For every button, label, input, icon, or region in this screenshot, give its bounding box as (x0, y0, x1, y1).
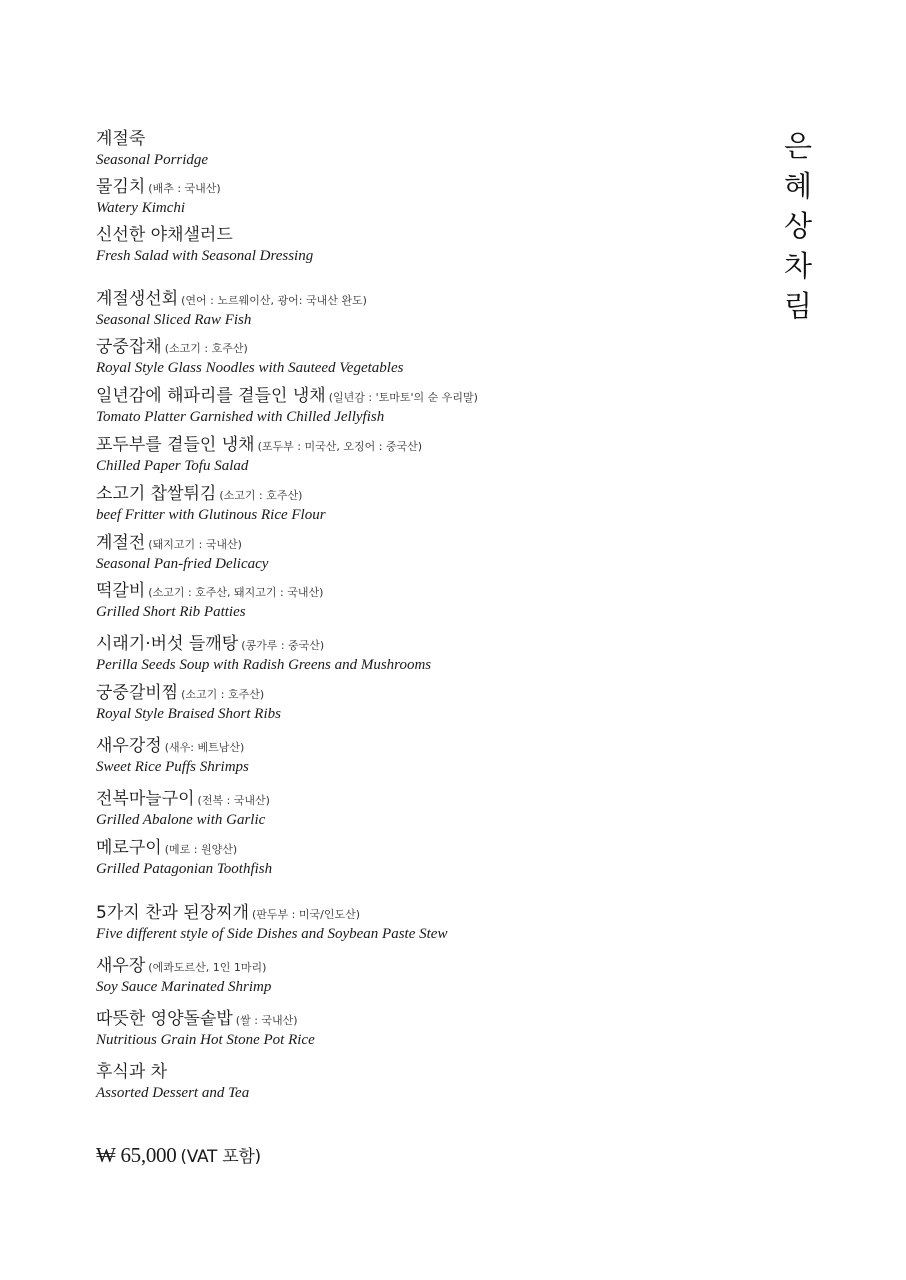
menu-item-english-name: Royal Style Glass Noodles with Sauteed Vegetables (96, 360, 404, 376)
menu-item (96, 1061, 736, 1103)
menu-item-korean-line (96, 176, 736, 198)
menu-item-english-name: Soy Sauce Marinated Shrimp (96, 979, 272, 995)
menu-item-korean-line (96, 788, 736, 810)
menu-item-origin-note: (에콰도르산, 1인 1마리) (148, 961, 267, 974)
menu-item-english-name: Watery Kimchi (96, 200, 186, 216)
menu-item-origin-note: (연어 : 노르웨이산, 광어: 국내산 완도) (181, 294, 367, 307)
menu-item-korean-name: 계절전 (96, 533, 146, 553)
menu-item-origin-note: (메로 : 원양산) (164, 843, 238, 856)
menu-item-korean-line (96, 385, 736, 407)
menu-item-english-name: Seasonal Porridge (96, 152, 209, 168)
menu-item-korean-line (96, 837, 736, 859)
menu-item-english-name: Sweet Rice Puffs Shrimps (96, 759, 249, 775)
price (96, 1142, 261, 1168)
menu-item (96, 633, 736, 675)
menu-item-korean-name: 새우장 (96, 956, 146, 976)
menu-item-english-name: Grilled Abalone with Garlic (96, 812, 266, 828)
menu-item (96, 788, 736, 830)
menu-item-origin-note: (쌀 : 국내산) (235, 1014, 298, 1027)
menu-item-origin-note: (배추 : 국내산) (148, 182, 221, 195)
price-amount: ₩ 65,000 (96, 1143, 177, 1167)
menu-item (96, 288, 736, 330)
menu-item-korean-name: 5가지 찬과 된장찌개 (96, 903, 249, 923)
menu-item-english-name: Nutritious Grain Hot Stone Pot Rice (96, 1032, 315, 1048)
menu-item-korean-line (96, 1008, 736, 1030)
menu-item-english-name: Chilled Paper Tofu Salad (96, 458, 249, 474)
menu-item-korean-name: 후식과 차 (96, 1062, 168, 1082)
menu-item (96, 385, 736, 427)
menu-item-korean-line (96, 434, 736, 456)
menu-item-english-name: Grilled Patagonian Toothfish (96, 861, 273, 877)
menu-title-char: 은 (783, 129, 812, 163)
menu-item (96, 682, 736, 724)
menu-item-origin-note: (소고기 : 호주산) (181, 688, 265, 701)
menu-item-korean-name: 시래기·버섯 들깨탕 (96, 634, 239, 654)
menu-item-origin-note: (소고기 : 호주산, 돼지고기 : 국내산) (148, 586, 324, 599)
menu-item-korean-line (96, 1061, 736, 1083)
menu-title (780, 126, 816, 326)
menu-item-korean-line (96, 735, 736, 757)
menu-title-char: 혜 (783, 169, 812, 203)
menu-item-korean-name: 소고기 찹쌀튀김 (96, 484, 217, 504)
menu-item-english-name: Tomato Platter Garnished with Chilled Jellyfish (96, 409, 385, 425)
menu-item-korean-line (96, 336, 736, 358)
menu-item (96, 955, 736, 997)
menu-item-korean-line (96, 955, 736, 977)
menu-item-origin-note: (소고기 : 호주산) (219, 489, 303, 502)
menu-item-korean-name: 따뜻한 영양돌솥밥 (96, 1009, 233, 1029)
menu-item-korean-name: 새우강정 (96, 736, 162, 756)
menu-title-char: 상 (783, 209, 812, 243)
menu-item-origin-note: (판두부 : 미국/인도산) (252, 908, 360, 921)
menu-item (96, 434, 736, 476)
menu-item (96, 580, 736, 622)
menu-item-korean-line (96, 633, 736, 655)
menu-item-korean-name: 신선한 야채샐러드 (96, 225, 233, 245)
menu-item-origin-note: (포두부 : 미국산, 오징어 : 중국산) (257, 440, 423, 453)
menu-item-origin-note: (새우: 베트남산) (164, 741, 245, 754)
menu-item-korean-name: 일년감에 해파리를 곁들인 냉채 (96, 386, 326, 406)
menu-item-korean-line (96, 288, 736, 310)
menu-item-english-name: Perilla Seeds Soup with Radish Greens and Mushrooms (96, 657, 432, 673)
menu-item-english-name: Fresh Salad with Seasonal Dressing (96, 248, 314, 264)
menu-title-char: 차 (783, 249, 812, 283)
menu-item-korean-line (96, 682, 736, 704)
menu-title-char: 림 (783, 289, 812, 323)
menu-item-english-name: Assorted Dessert and Tea (96, 1085, 250, 1101)
menu-item-origin-note: (콩가루 : 중국산) (241, 639, 325, 652)
menu-item-english-name: Royal Style Braised Short Ribs (96, 706, 281, 722)
menu-item-korean-name: 전복마늘구이 (96, 789, 195, 809)
menu-item-korean-line (96, 128, 736, 150)
menu-item (96, 336, 736, 378)
menu-item-korean-name: 떡갈비 (96, 581, 146, 601)
menu-item (96, 128, 736, 170)
menu-item-korean-name: 궁중잡채 (96, 337, 162, 357)
menu-item-origin-note: (소고기 : 호주산) (164, 342, 248, 355)
menu-item (96, 176, 736, 218)
menu-item-korean-line (96, 532, 736, 554)
menu-item-korean-name: 궁중갈비찜 (96, 683, 179, 703)
menu-item-korean-name: 물김치 (96, 177, 146, 197)
price-vat-note: (VAT 포함) (180, 1147, 261, 1167)
menu-item-korean-name: 계절죽 (96, 129, 146, 149)
menu-item-korean-name: 포두부를 곁들인 냉채 (96, 435, 255, 455)
menu-item (96, 532, 736, 574)
menu-item-english-name: Five different style of Side Dishes and Soybean Paste Stew (96, 926, 448, 942)
menu-item (96, 224, 736, 266)
menu-item-korean-line (96, 224, 736, 246)
menu-item (96, 735, 736, 777)
menu-item-english-name: Grilled Short Rib Patties (96, 604, 246, 620)
menu-item-origin-note: (일년감 : '토마토'의 순 우리말) (328, 391, 478, 404)
menu-item-korean-name: 계절생선회 (96, 289, 179, 309)
menu-item (96, 1008, 736, 1050)
menu-item (96, 837, 736, 879)
menu-item-english-name: Seasonal Sliced Raw Fish (96, 312, 252, 328)
menu-item (96, 902, 736, 944)
menu-item-english-name: Seasonal Pan-fried Delicacy (96, 556, 269, 572)
menu-item-korean-line (96, 483, 736, 505)
menu-item-korean-line (96, 902, 736, 924)
menu-item-origin-note: (돼지고기 : 국내산) (148, 538, 242, 551)
menu-item-english-name: beef Fritter with Glutinous Rice Flour (96, 507, 326, 523)
menu-item (96, 483, 736, 525)
menu-item-korean-name: 메로구이 (96, 838, 162, 858)
menu-item-origin-note: (전복 : 국내산) (197, 794, 270, 807)
menu-item-korean-line (96, 580, 736, 602)
